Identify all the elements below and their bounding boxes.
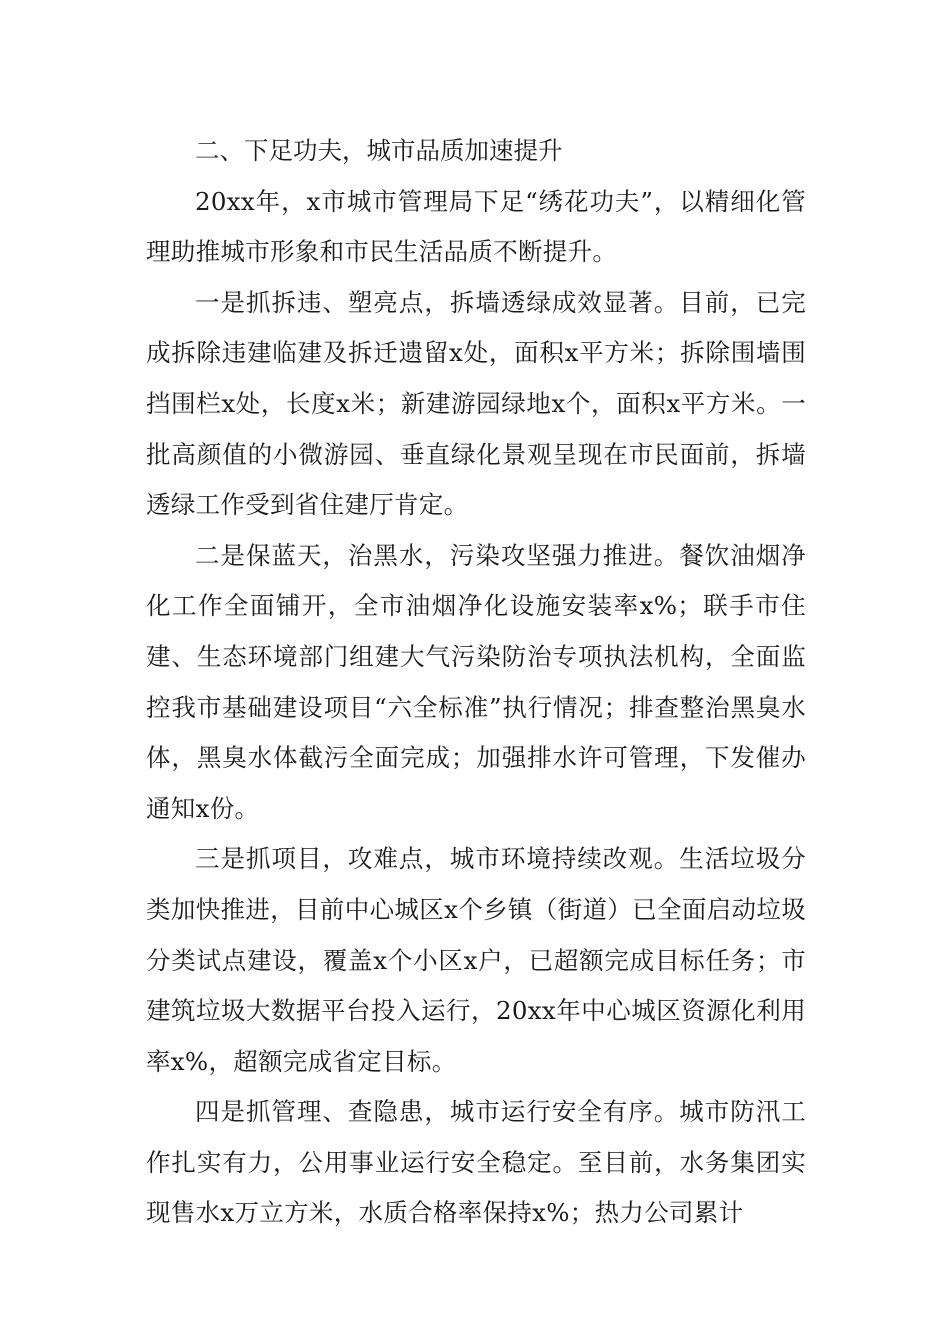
document-body	[146, 126, 806, 1239]
paragraph-pollution: 二是保蓝天，治黑水，污染攻坚强力推进。餐饮油烟净化工作全面铺开，全市油烟净化设施安装率x%；联手市住建、生态环境部门组建大气污染防治专项执法机构，全面监控我市基础建设项目“六全标准”执行情况；排查整治黑臭水体，黑臭水体截污全面完成；加强排水许可管理，下发催办通知x份。	[146, 540, 806, 823]
paragraph-safety: 四是抓管理、查隐患，城市运行安全有序。城市防汛工作扎实有力，公用事业运行安全稳定。至目前，水务集团实现售水x万立方米，水质合格率保持x%；热力公司累计	[146, 1097, 806, 1228]
paragraph-projects: 三是抓项目，攻难点，城市环境持续改观。生活垃圾分类加快推进，目前中心城区x个乡镇（街道）已全面启动垃圾分类试点建设，覆盖x个小区x户，已超额完成目标任务；市建筑垃圾大数据平台投入运行，20xx年中心城区资源化利用率x%，超额完成省定目标。	[146, 844, 806, 1076]
section-heading: 二、下足功夫，城市品质加速提升	[195, 136, 563, 165]
paragraph-demolition: 一是抓拆违、塑亮点，拆墙透绿成效显著。目前，已完成拆除违建临建及拆迁遗留x处，面积x平方米；拆除围墙围挡围栏x处，长度x米；新建游园绿地x个，面积x平方米。一批高颜值的小微游园、垂直绿化景观呈现在市民面前，拆墙透绿工作受到省住建厅肯定。	[146, 287, 806, 520]
paragraph-intro: 20xx年，x市城市管理局下足“绣花功夫”，以精细化管理助推城市形象和市民生活品质不断提升。	[146, 186, 806, 267]
